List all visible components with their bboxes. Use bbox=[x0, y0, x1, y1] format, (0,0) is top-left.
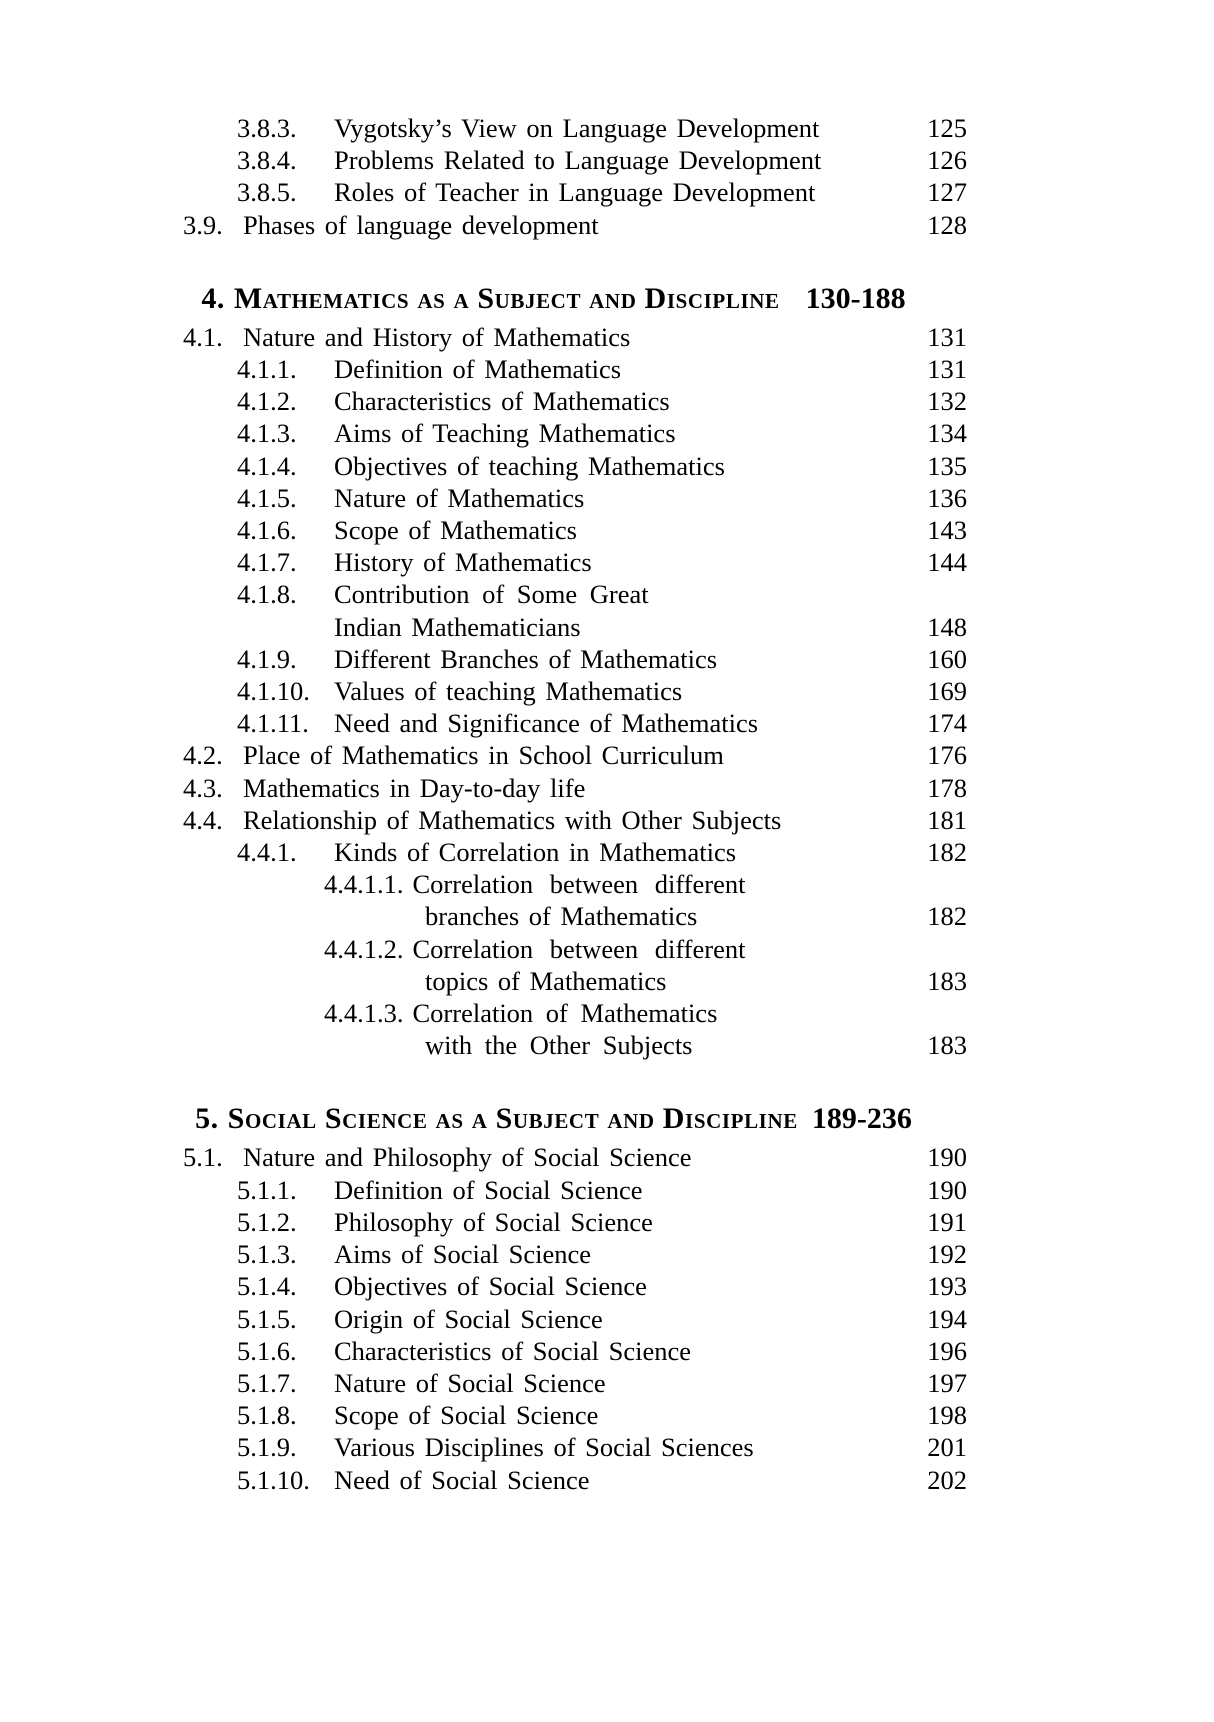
toc-entry-number: 4.1.2. bbox=[237, 386, 297, 417]
chapter-heading-5[interactable] bbox=[140, 1102, 967, 1136]
toc-entry-title: Nature of Social Science bbox=[334, 1367, 606, 1398]
toc-entry[interactable] bbox=[140, 836, 967, 868]
toc-entry[interactable] bbox=[140, 1206, 967, 1238]
toc-entry-title: Problems Related to Language Development bbox=[334, 145, 822, 176]
toc-entry-title: Nature and Philosophy of Social Science bbox=[243, 1142, 692, 1173]
toc-entry-title: Correlation between different bbox=[412, 869, 746, 900]
toc-entry-continuation[interactable] bbox=[140, 611, 967, 643]
toc-entry-number: 4.4.1. bbox=[237, 837, 297, 868]
toc-entry-title: Different Branches of Mathematics bbox=[334, 643, 718, 674]
toc-entry-number: 3.8.5. bbox=[237, 177, 297, 208]
toc-entry[interactable] bbox=[140, 1270, 967, 1302]
toc-entry-title: Nature of Mathematics bbox=[334, 482, 585, 513]
toc-entry-title-cont: Indian Mathematicians bbox=[334, 611, 581, 642]
toc-entry-number: 5.1. bbox=[183, 1142, 223, 1173]
toc-entry-page: 169 bbox=[927, 676, 967, 707]
toc-entry[interactable] bbox=[140, 514, 967, 546]
toc-entry[interactable] bbox=[140, 933, 967, 965]
chapter-page-range: 130-188 bbox=[805, 281, 906, 315]
toc-entry-page: 182 bbox=[927, 901, 967, 932]
toc-entry-title: Values of teaching Mathematics bbox=[334, 676, 683, 707]
toc-entry-number: 4.1.1. bbox=[237, 354, 297, 385]
toc-entry-number: 5.1.4. bbox=[237, 1271, 297, 1302]
toc-entry-page: 190 bbox=[927, 1174, 967, 1205]
toc-entry-page: 131 bbox=[927, 354, 967, 385]
toc-entry-number: 5.1.10. bbox=[237, 1464, 310, 1495]
toc-entry[interactable] bbox=[140, 578, 967, 610]
toc-entry-title: Mathematics in Day-to-day life bbox=[243, 772, 586, 803]
toc-entry-page: 134 bbox=[927, 418, 967, 449]
toc-entry-number: 4.2. bbox=[183, 740, 223, 771]
toc-entry-number: 4.1.9. bbox=[237, 643, 297, 674]
toc-entry-title-cont: with the Other Subjects bbox=[425, 1030, 693, 1061]
toc-entry-title: Correlation between different bbox=[412, 933, 746, 964]
toc-entry-page: 192 bbox=[927, 1239, 967, 1270]
toc-entry-number: 4.3. bbox=[183, 772, 223, 803]
chapter-heading-4[interactable] bbox=[140, 282, 967, 316]
toc-entry-number: 4.1.8. bbox=[237, 579, 297, 610]
toc-entry[interactable] bbox=[140, 1431, 967, 1463]
toc-entry-title: Various Disciplines of Social Sciences bbox=[334, 1432, 754, 1463]
toc-entry-page: 143 bbox=[927, 515, 967, 546]
toc-entry-title: Need and Significance of Mathematics bbox=[334, 708, 759, 739]
toc-entry-number: 5.1.1. bbox=[237, 1174, 297, 1205]
toc-entry-title: Kinds of Correlation in Mathematics bbox=[334, 837, 737, 868]
toc-entry-page: 144 bbox=[927, 547, 967, 578]
toc-entry-page: 181 bbox=[927, 804, 967, 835]
toc-entry-number: 3.8.3. bbox=[237, 113, 297, 143]
toc-entry-title: History of Mathematics bbox=[334, 547, 592, 578]
toc-entry-title: Aims of Social Science bbox=[334, 1239, 592, 1270]
toc-entry[interactable] bbox=[140, 1399, 967, 1431]
toc-entry[interactable] bbox=[140, 1464, 967, 1496]
toc-entry-continuation[interactable] bbox=[140, 1029, 967, 1061]
toc-entry[interactable] bbox=[140, 482, 967, 514]
toc-entry-title: Roles of Teacher in Language Development bbox=[334, 177, 816, 208]
toc-entry[interactable] bbox=[140, 112, 967, 144]
toc-entry-number: 4.4.1.2. bbox=[324, 933, 404, 964]
toc-entry-title: Scope of Mathematics bbox=[334, 515, 577, 546]
toc-entry-number: 5.1.8. bbox=[237, 1400, 297, 1431]
toc-entry-title: Phases of language development bbox=[243, 209, 599, 240]
toc-entry[interactable] bbox=[140, 772, 967, 804]
toc-entry-title: Scope of Social Science bbox=[334, 1400, 599, 1431]
toc-entry[interactable] bbox=[140, 209, 967, 241]
toc-entry-title: Philosophy of Social Science bbox=[334, 1206, 653, 1237]
toc-entry[interactable] bbox=[140, 1238, 967, 1270]
toc-entry[interactable] bbox=[140, 144, 967, 176]
toc-entry-title: Nature and History of Mathematics bbox=[243, 321, 631, 352]
toc-section-chapter3-tail bbox=[140, 112, 967, 241]
toc-entry[interactable] bbox=[140, 1174, 967, 1206]
toc-entry-title-cont: topics of Mathematics bbox=[425, 965, 667, 996]
spacer bbox=[140, 241, 967, 282]
toc-entry-page: 191 bbox=[927, 1206, 967, 1237]
toc-entry-number: 5.1.6. bbox=[237, 1335, 297, 1366]
toc-entry[interactable] bbox=[140, 707, 967, 739]
toc-entry-page: 126 bbox=[927, 145, 967, 176]
toc-entry-title: Characteristics of Mathematics bbox=[334, 386, 670, 417]
toc-entry-page: 198 bbox=[927, 1400, 967, 1431]
toc-entry-page: 201 bbox=[927, 1432, 967, 1463]
toc-entry[interactable] bbox=[140, 546, 967, 578]
toc-entry-page: 196 bbox=[927, 1335, 967, 1366]
toc-entry-page: 132 bbox=[927, 386, 967, 417]
toc-entry-title: Correlation of Mathematics bbox=[412, 998, 718, 1029]
toc-entry[interactable] bbox=[140, 675, 967, 707]
toc-entry-page: 174 bbox=[927, 708, 967, 739]
chapter-number: 5. bbox=[195, 1102, 219, 1136]
toc-entry[interactable] bbox=[140, 868, 967, 900]
toc-entry[interactable] bbox=[140, 1367, 967, 1399]
toc-entry-number: 4.1.7. bbox=[237, 547, 297, 578]
toc-entry-number: 3.8.4. bbox=[237, 145, 297, 176]
toc-entry-title-cont: branches of Mathematics bbox=[425, 901, 698, 932]
toc-entry-title: Objectives of teaching Mathematics bbox=[334, 450, 725, 481]
toc-entry-title: Origin of Social Science bbox=[334, 1303, 603, 1334]
toc-entry-continuation[interactable] bbox=[140, 900, 967, 932]
chapter-title: Social Science as a Subject and Discipline bbox=[227, 1102, 798, 1136]
toc-entry-page: 183 bbox=[927, 965, 967, 996]
toc-entry[interactable] bbox=[140, 450, 967, 482]
toc-entry-continuation[interactable] bbox=[140, 965, 967, 997]
toc-entry-number: 3.9. bbox=[183, 209, 223, 240]
toc-entry-number: 4.1.11. bbox=[237, 708, 309, 739]
toc-entry-page: 136 bbox=[927, 482, 967, 513]
toc-entry-page: 197 bbox=[927, 1367, 967, 1398]
toc-entry-page: 182 bbox=[927, 837, 967, 868]
toc-entry-number: 5.1.7. bbox=[237, 1367, 297, 1398]
toc-entry[interactable] bbox=[140, 176, 967, 208]
toc-entry-title: Aims of Teaching Mathematics bbox=[334, 418, 676, 449]
toc-entry[interactable] bbox=[140, 804, 967, 836]
toc-entry[interactable] bbox=[140, 1335, 967, 1367]
toc-entry-page: 127 bbox=[927, 177, 967, 208]
toc-entry-number: 4.1. bbox=[183, 321, 223, 352]
toc-entry-page: 135 bbox=[927, 450, 967, 481]
toc-entry-title: Characteristics of Social Science bbox=[334, 1335, 692, 1366]
toc-entry-number: 5.1.3. bbox=[237, 1239, 297, 1270]
toc-entry[interactable] bbox=[140, 739, 967, 771]
toc-section-chapter4 bbox=[140, 321, 967, 1062]
toc-entry[interactable] bbox=[140, 643, 967, 675]
toc-entry[interactable] bbox=[140, 997, 967, 1029]
toc-entry-page: 176 bbox=[927, 740, 967, 771]
toc-entry-number: 4.1.3. bbox=[237, 418, 297, 449]
toc-entry-title: Place of Mathematics in School Curriculum bbox=[243, 740, 724, 771]
toc-entry-page: 125 bbox=[927, 113, 967, 143]
toc-entry-title: Definition of Mathematics bbox=[334, 354, 622, 385]
toc-entry[interactable] bbox=[140, 321, 967, 353]
toc-list bbox=[140, 112, 967, 1496]
toc-entry-page: 131 bbox=[927, 321, 967, 352]
toc-entry[interactable] bbox=[140, 417, 967, 449]
toc-entry-number: 4.4.1.1. bbox=[324, 869, 404, 900]
toc-entry[interactable] bbox=[140, 1141, 967, 1173]
toc-entry-number: 4.1.6. bbox=[237, 515, 297, 546]
toc-entry-page: 160 bbox=[927, 643, 967, 674]
toc-entry-page: 190 bbox=[927, 1142, 967, 1173]
toc-entry-title: Relationship of Mathematics with Other Subjects bbox=[243, 804, 782, 835]
toc-entry-page: 178 bbox=[927, 772, 967, 803]
toc-entry-number: 5.1.2. bbox=[237, 1206, 297, 1237]
toc-entry-number: 4.4. bbox=[183, 804, 223, 835]
toc-entry-title: Contribution of Some Great bbox=[334, 579, 649, 610]
toc-entry[interactable] bbox=[140, 353, 967, 385]
toc-entry-page: 202 bbox=[927, 1464, 967, 1495]
toc-entry-number: 5.1.5. bbox=[237, 1303, 297, 1334]
toc-entry-page: 193 bbox=[927, 1271, 967, 1302]
toc-entry-page: 194 bbox=[927, 1303, 967, 1334]
toc-entry-number: 4.1.10. bbox=[237, 676, 310, 707]
toc-entry[interactable] bbox=[140, 385, 967, 417]
toc-entry-page: 148 bbox=[927, 611, 967, 642]
toc-entry-title: Definition of Social Science bbox=[334, 1174, 643, 1205]
toc-entry-number: 5.1.9. bbox=[237, 1432, 297, 1463]
toc-entry-number: 4.1.4. bbox=[237, 450, 297, 481]
toc-entry-page: 128 bbox=[927, 209, 967, 240]
toc-entry-page: 183 bbox=[927, 1030, 967, 1061]
toc-entry-title: Vygotsky’s View on Language Development bbox=[334, 113, 820, 143]
spacer bbox=[140, 1061, 967, 1102]
toc-entry-title: Need of Social Science bbox=[334, 1464, 590, 1495]
chapter-title: Mathematics as a Subject and Discipline bbox=[233, 281, 780, 315]
chapter-page-range: 189-236 bbox=[811, 1102, 912, 1136]
toc-entry-number: 4.4.1.3. bbox=[324, 998, 404, 1029]
toc-entry-number: 4.1.5. bbox=[237, 482, 297, 513]
chapter-number: 4. bbox=[201, 281, 225, 315]
toc-entry-title: Objectives of Social Science bbox=[334, 1271, 647, 1302]
toc-section-chapter5 bbox=[140, 1141, 967, 1495]
toc-entry[interactable] bbox=[140, 1303, 967, 1335]
